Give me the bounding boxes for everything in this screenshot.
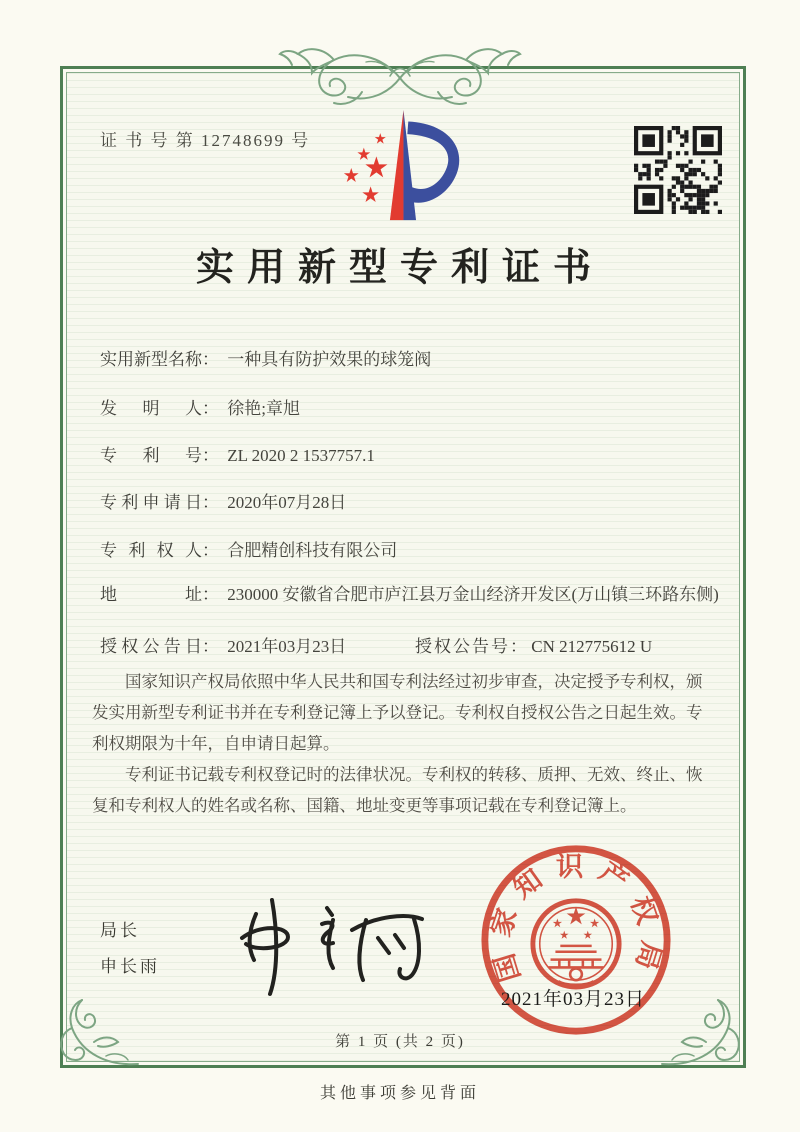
grant-row: 授权公告日： 2021年03月23日 授权公告号： CN 212775612 U [100, 634, 716, 659]
field-value: 230000 安徽省合肥市庐江县万金山经济开发区(万山镇三环路东侧) [227, 585, 719, 604]
field-label: 地址 [100, 585, 202, 604]
field-label: 实用新型名称 [100, 350, 202, 369]
grant-number-label: 授权公告号 [415, 637, 510, 656]
grant-number-value: CN 212775612 U [531, 637, 653, 656]
field-row-address: 地址： 230000 安徽省合肥市庐江县万金山经济开发区(万山镇三环路东侧) [100, 582, 732, 607]
legal-paragraph-2: 专利证书记载专利权登记时的法律状况。专利权的转移、质押、无效、终止、恢复和专利权人的姓名或名称、国籍、地址变更等事项记载在专利登记簿上。 [92, 765, 703, 815]
field-row-inventor: 发明人： 徐艳;章旭 [100, 396, 300, 421]
field-row-patent-number: 专利号： ZL 2020 2 1537757.1 [100, 443, 375, 468]
seal-text: 国家知识产权局 [485, 851, 667, 986]
field-label: 专利号 [100, 446, 202, 465]
field-value: ZL 2020 2 1537757.1 [227, 446, 375, 465]
field-row-name: 实用新型名称： 一种具有防护效果的球笼阀 [100, 347, 431, 372]
certificate-title: 实用新型专利证书 [195, 247, 604, 289]
legal-paragraph-1: 国家知识产权局依照中华人民共和国专利法经过初步审查，决定授予专利权，颁发实用新型专利证书并在专利登记簿上予以登记。专利权自授权公告之日起生效。专利权期限为十年，自申请日起算。 [92, 672, 703, 753]
qr-code [634, 126, 722, 214]
field-value: 合肥精创科技有限公司 [227, 541, 398, 560]
grant-date-label: 授权公告日 [100, 637, 202, 656]
certificate-number: 证 书 号 第 12748699 号 [100, 131, 311, 150]
grant-date-value: 2021年03月23日 [227, 637, 347, 656]
seal-date: 2021年03月23日 [500, 989, 645, 1010]
field-row-patentee: 专利权人： 合肥精创科技有限公司 [100, 538, 397, 563]
field-row-filing-date: 专利申请日： 2020年07月28日 [100, 490, 346, 515]
field-value: 2020年07月28日 [227, 493, 347, 512]
field-label: 专利申请日 [100, 493, 202, 512]
field-value: 徐艳;章旭 [227, 399, 300, 418]
signer-title: 局长 [100, 921, 140, 940]
field-label: 发明人 [100, 399, 202, 418]
page-indicator: 第 1 页 (共 2 页) [335, 1034, 465, 1050]
signature-handwriting-icon [226, 886, 434, 998]
field-label: 专利权人 [100, 541, 202, 560]
cnipa-logo-icon [330, 104, 475, 229]
field-value: 一种具有防护效果的球笼阀 [227, 350, 432, 369]
back-side-note: 其他事项参见背面 [319, 1085, 480, 1102]
signer-name: 申长雨 [100, 957, 160, 976]
legal-text [92, 666, 716, 821]
